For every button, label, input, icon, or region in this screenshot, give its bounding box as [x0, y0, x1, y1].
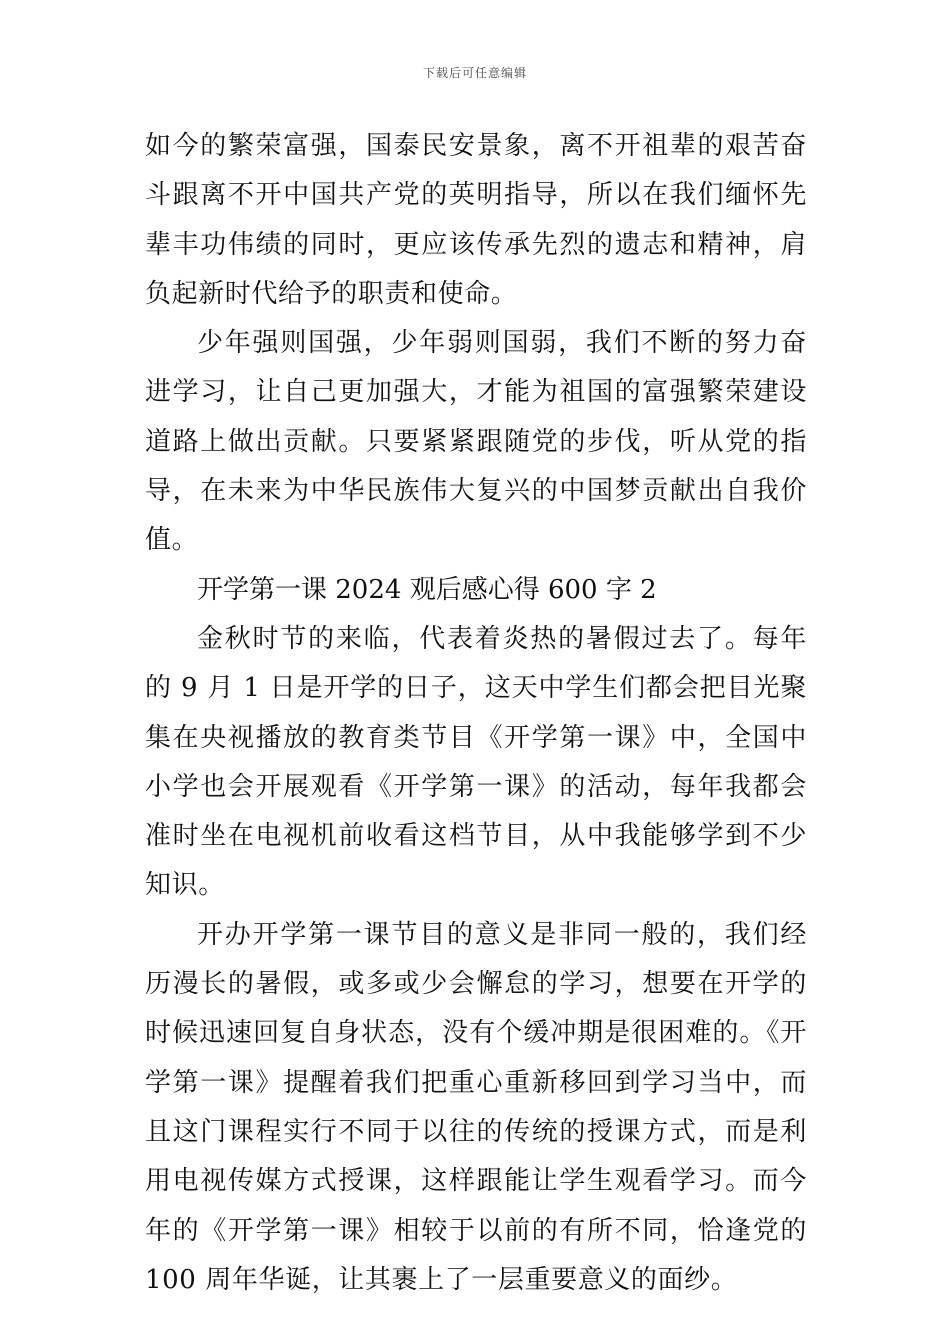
- section-heading: 开学第一课 2024 观后感心得 600 字 2: [197, 574, 657, 605]
- paragraph-1: 如今的繁荣富强，国泰民安景象，离不开祖辈的艰苦奋斗跟离不开中国共产党的英明指导，所以在我们缅怀先辈丰功伟绩的同时，更应该传承先烈的遗志和精神，肩负起新时代给予的职责和使命。: [145, 131, 807, 309]
- paragraph-3: 金秋时节的来临，代表着炎热的暑假过去了。每年的 9 月 1 日是开学的日子，这天中学生们都会把目光聚集在央视播放的教育类节目《开学第一课》中，全国中小学也会开展观看《开学第一课》的活动，每年我都会准时坐在电视机前收看这档节目，从中我能够学到不少知识。: [145, 623, 807, 901]
- paragraph-4: 开办开学第一课节目的意义是非同一般的，我们经历漫长的暑假，或多或少会懈怠的学习，想要在开学的时候迅速回复自身状态，没有个缓冲期是很困难的。《开学第一课》提醒着我们把重心重新移回到学习当中，而且这门课程实行不同于以往的传统的授课方式，而是利用电视传媒方式授课，这样跟能让学生观看学习。而今年的《开学第一课》相较于以前的有所不同，恰逢党的 100 周年华诞，让其裹上了一层重要意义的面纱。: [145, 919, 807, 1295]
- page-header: 下载后可任意编辑: [422, 66, 527, 80]
- paragraph-2: 少年强则国强，少年弱则国弱，我们不断的努力奋进学习，让自己更加强大，才能为祖国的富强繁荣建设道路上做出贡献。只要紧紧跟随党的步伐，听从党的指导，在未来为中华民族伟大复兴的中国梦贡献出自我价值。: [145, 328, 807, 556]
- document-body: [145, 122, 807, 1305]
